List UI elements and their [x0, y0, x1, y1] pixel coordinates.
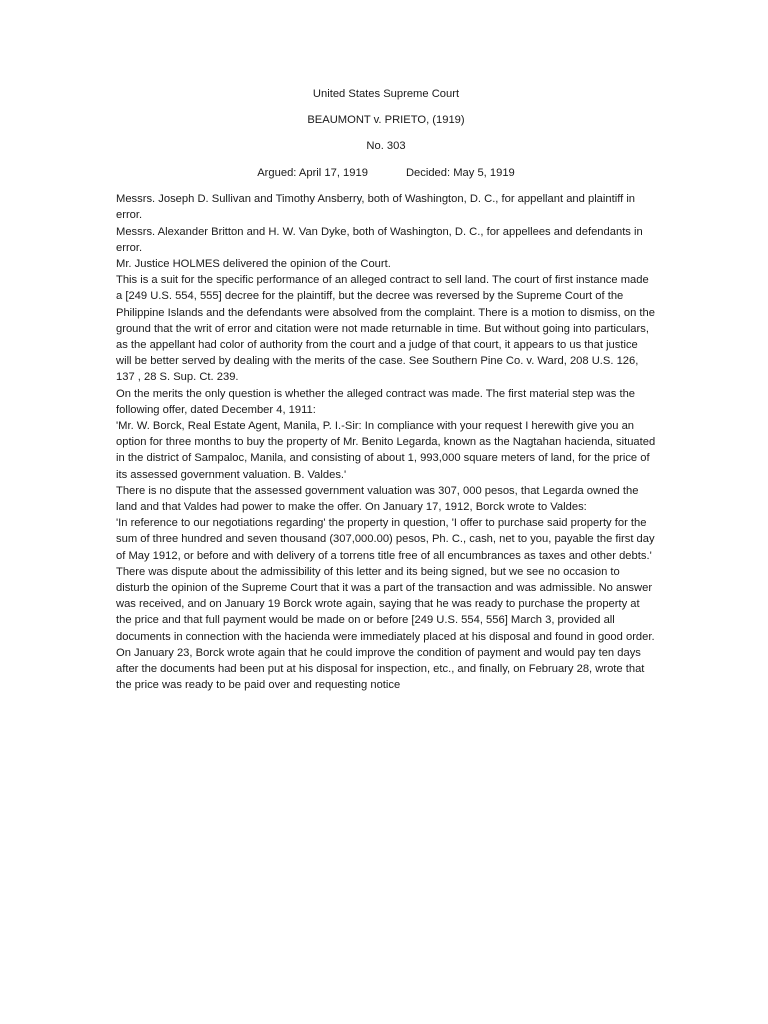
body-paragraph: There was dispute about the admissibility of this letter and its being signed, but we see no occasion to disturb the opinion of the Supreme Court that it was a part of the transaction and was admissible. No answer was received, and on January 19 Borck wrote again, saying that he was ready to purchase the property at the price and that full payment would be made on or before [249 U.S. 554, 556] March 3, provided all documents in connection with the hacienda were immediately placed at his disposal and found in good order. On January 23, Borck wrote again that he could improve the condition of payment and would pay ten days after the documents had been put at his disposal for inspection, etc., and finally, on February 28, wrote that the price was ready to be paid over and requesting notice	[116, 565, 655, 692]
court-name: United States Supreme Court	[312, 88, 460, 100]
body-paragraph: There is no dispute that the assessed government valuation was 307, 000 pesos, that Legarda owned the land and that Valdes had power to make the offer. On January 17, 1912, Borck wrote to Valdes:	[116, 484, 639, 514]
counsel-appellee: Messrs. Alexander Britton and H. W. Van Dyke, both of Washington, D. C., for appellees and defendants in error.	[116, 225, 643, 254]
case-number: No. 303	[366, 140, 406, 152]
quoted-letter: 'In reference to our negotiations regarding' the property in question, 'I offer to purchase said property for the sum of three hundred and seven thousand (307,000.00) pesos, Ph. C., cash, net to you, payable the first day of May 1912, or before and with delivery of a torrens title free of all encumbrances as taxes and other debts.'	[116, 517, 655, 562]
argued-date: Argued: April 17, 1919	[257, 167, 368, 180]
dates-row	[116, 165, 656, 181]
decided-date: Decided: May 5, 1919	[405, 167, 515, 180]
case-title: BEAUMONT v. PRIETO, (1919)	[307, 114, 465, 126]
body-paragraph: This is a suit for the specific performance of an alleged contract to sell land. The court of first instance made a [249 U.S. 554, 555] decree for the plaintiff, but the decree was reversed by the Supreme Court of the Philippine Islands and the defendants were absolved from the complaint. There is a motion to dismiss, on the ground that the writ of error and citation were not made returnable in time. But without going into particulars, as the appellant had color of authority from the court and a judge of that court, it appears to us that justice will be better served by dealing with the merits of the case. See Southern Pine Co. v. Ward, 208 U.S. 126, 137 , 28 S. Sup. Ct. 239.	[116, 274, 655, 384]
document-content	[116, 86, 656, 693]
body-paragraph: On the merits the only question is whether the alleged contract was made. The first material step was the following offer, dated December 4, 1911:	[116, 387, 636, 416]
quoted-offer: 'Mr. W. Borck, Real Estate Agent, Manila, P. I.-Sir: In compliance with your request I herewith give you an option for three months to buy the property of Mr. Benito Legarda, known as the Nagtahan hacienda, situated in the district of Sampaloc, Manila, and consisting of about 1, 993,000 square meters of land, for the price of its assessed government valuation. B. Valdes.'	[116, 420, 656, 481]
opinion-intro: Mr. Justice HOLMES delivered the opinion of the Court.	[116, 258, 391, 270]
counsel-appellant: Messrs. Joseph D. Sullivan and Timothy Ansberry, both of Washington, D. C., for appellant and plaintiff in error.	[116, 193, 636, 222]
